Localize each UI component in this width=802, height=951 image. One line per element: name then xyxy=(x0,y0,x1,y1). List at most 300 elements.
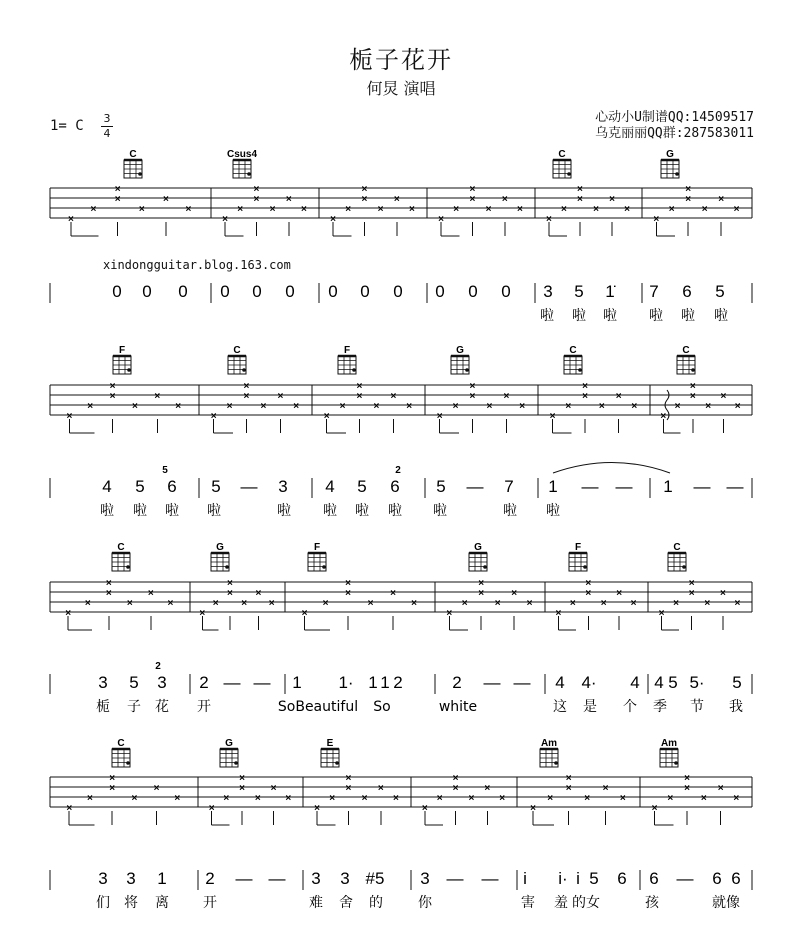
svg-text:×: × xyxy=(660,411,667,422)
svg-text:×: × xyxy=(87,401,94,412)
lyric-4-13: 就像 xyxy=(712,895,740,911)
note-4-6: — xyxy=(268,869,286,888)
note-3-14: — xyxy=(513,673,531,692)
chord-diagram-4-2 xyxy=(220,749,238,767)
svg-text:×: × xyxy=(593,204,599,215)
lyric-4-10: 羞 xyxy=(554,895,568,911)
svg-text:×: × xyxy=(547,793,554,804)
chord-diagram-1-1-label: C xyxy=(129,149,137,160)
svg-text:×: × xyxy=(577,184,583,195)
note-4-15: i xyxy=(576,869,580,888)
lyric-4-4: 开 xyxy=(203,895,217,911)
note-1-14: 5 xyxy=(574,282,584,301)
svg-text:×: × xyxy=(565,401,572,412)
svg-text:×: × xyxy=(226,578,233,589)
svg-text:×: × xyxy=(109,381,116,392)
note-4-14: i· xyxy=(558,869,568,888)
svg-text:×: × xyxy=(253,184,260,195)
lyric-4-9: 害 xyxy=(521,895,535,911)
chord-diagram-1-3 xyxy=(553,160,571,178)
lyric-4-8: 你 xyxy=(418,895,432,911)
blog-url: xindongguitar.blog.163.com xyxy=(103,258,291,272)
svg-text:×: × xyxy=(132,401,138,412)
svg-text:×: × xyxy=(600,598,607,609)
note-2-12: 7 xyxy=(504,477,514,496)
svg-text:×: × xyxy=(243,391,250,402)
note-4-16: 5 xyxy=(589,869,599,888)
svg-text:×: × xyxy=(241,598,248,609)
svg-text:×: × xyxy=(239,783,246,794)
time-bottom: 4 xyxy=(103,127,111,140)
svg-text:×: × xyxy=(582,381,588,392)
chord-diagram-4-1 xyxy=(112,749,130,767)
svg-text:×: × xyxy=(162,194,169,205)
note-1-16: 7 xyxy=(649,282,659,301)
svg-text:×: × xyxy=(131,793,138,804)
chord-diagram-3-5-label: F xyxy=(574,542,582,553)
chord-diagram-2-6-label: C xyxy=(682,345,690,356)
note-1-6: 0 xyxy=(285,282,295,301)
svg-text:×: × xyxy=(733,793,740,804)
svg-text:×: × xyxy=(469,381,476,392)
chord-diagram-1-2 xyxy=(233,160,251,178)
svg-text:×: × xyxy=(616,588,623,599)
note-2-5: — xyxy=(240,477,258,496)
svg-text:×: × xyxy=(549,411,556,422)
note-2-13: 1 xyxy=(548,477,558,496)
lyric-2-7: 啦 xyxy=(355,503,369,519)
svg-text:×: × xyxy=(390,391,397,402)
chord-diagram-4-1-label: C xyxy=(117,738,125,749)
chord-diagram-4-5-label: Am xyxy=(660,738,678,749)
chord-diagram-3-4 xyxy=(469,553,487,571)
note-3-5: — xyxy=(223,673,241,692)
svg-text:×: × xyxy=(226,588,233,599)
svg-text:×: × xyxy=(452,773,459,784)
lyric-2-10: 啦 xyxy=(503,503,517,519)
svg-text:×: × xyxy=(585,588,592,599)
svg-text:×: × xyxy=(260,401,267,412)
lyric-1-4: 啦 xyxy=(649,308,663,324)
chord-diagram-3-3 xyxy=(308,553,326,571)
svg-text:×: × xyxy=(237,204,244,215)
svg-text:×: × xyxy=(733,204,740,215)
note-4-9: #5 xyxy=(365,869,385,888)
note-2-6: 3 xyxy=(278,477,288,496)
svg-text:×: × xyxy=(109,391,116,402)
note-2-17: — xyxy=(693,477,711,496)
barlines-2 xyxy=(50,478,752,498)
svg-text:×: × xyxy=(630,598,637,609)
chord-diagram-3-6-label: C xyxy=(673,542,681,553)
note-3-11: 2 xyxy=(393,673,403,692)
fingering-s1-1: 5 xyxy=(162,465,168,476)
note-1-1: 0 xyxy=(112,282,122,301)
lyric-2-8: 啦 xyxy=(388,503,402,519)
svg-text:×: × xyxy=(345,204,352,215)
chord-diagram-2-3 xyxy=(338,356,356,374)
note-4-1: 3 xyxy=(98,869,108,888)
svg-text:×: × xyxy=(208,803,215,814)
svg-text:×: × xyxy=(226,401,233,412)
svg-text:×: × xyxy=(114,184,121,195)
lyric-3-3: 花 xyxy=(155,699,169,715)
svg-text:×: × xyxy=(516,204,523,215)
note-1-2: 0 xyxy=(142,282,152,301)
svg-text:×: × xyxy=(322,598,329,609)
svg-text:×: × xyxy=(126,598,133,609)
note-3-13: — xyxy=(483,673,501,692)
note-3-4: 2 xyxy=(199,673,209,692)
chord-diagram-3-6 xyxy=(668,553,686,571)
svg-text:×: × xyxy=(300,204,307,215)
svg-text:×: × xyxy=(408,204,415,215)
svg-text:×: × xyxy=(339,401,346,412)
svg-text:×: × xyxy=(356,391,363,402)
chord-diagram-3-4-label: G xyxy=(474,542,482,553)
note-4-7: 3 xyxy=(311,869,321,888)
svg-text:×: × xyxy=(285,793,292,804)
svg-text:×: × xyxy=(361,184,368,195)
svg-text:×: × xyxy=(269,204,276,215)
note-2-14: — xyxy=(581,477,599,496)
svg-text:×: × xyxy=(253,194,260,205)
credit-line-2: 乌克丽丽QQ群:287583011 xyxy=(595,126,754,141)
lyric-3-13: 我 xyxy=(729,699,743,715)
svg-text:×: × xyxy=(631,401,638,412)
svg-text:×: × xyxy=(154,391,161,402)
note-4-11: — xyxy=(446,869,464,888)
chord-diagram-2-1 xyxy=(113,356,131,374)
note-2-2: 5 xyxy=(135,477,145,496)
svg-text:×: × xyxy=(668,204,675,215)
note-3-1: 3 xyxy=(98,673,108,692)
chord-diagram-2-5 xyxy=(564,356,582,374)
note-1-12: 0 xyxy=(501,282,511,301)
svg-text:×: × xyxy=(501,194,508,205)
svg-text:×: × xyxy=(461,598,468,609)
svg-text:×: × xyxy=(503,391,510,402)
svg-text:×: × xyxy=(301,608,308,619)
svg-text:×: × xyxy=(615,391,622,402)
chord-diagram-1-1 xyxy=(124,160,142,178)
note-3-10: 1 xyxy=(380,673,390,692)
note-1-10: 0 xyxy=(435,282,445,301)
chord-diagram-1-4-label: G xyxy=(666,149,674,160)
chord-diagram-2-2 xyxy=(228,356,246,374)
note-4-5: — xyxy=(235,869,253,888)
chord-diagram-4-4 xyxy=(540,749,558,767)
svg-text:×: × xyxy=(167,598,174,609)
chord-diagram-2-4-label: G xyxy=(456,345,464,356)
svg-text:×: × xyxy=(411,598,417,609)
svg-text:×: × xyxy=(293,401,300,412)
svg-text:×: × xyxy=(329,793,336,804)
svg-text:×: × xyxy=(609,194,615,205)
svg-text:×: × xyxy=(323,411,330,422)
note-1-8: 0 xyxy=(360,282,370,301)
svg-text:×: × xyxy=(700,793,707,804)
svg-text:×: × xyxy=(478,588,485,599)
svg-text:×: × xyxy=(345,578,351,589)
tab-staff-1 xyxy=(50,184,752,236)
note-1-18: 5 xyxy=(715,282,725,301)
lyric-3-7: white xyxy=(438,699,478,715)
chord-diagram-4-2-label: G xyxy=(225,738,233,749)
lyric-4-3: 离 xyxy=(155,895,169,911)
note-2-11: — xyxy=(466,477,484,496)
note-2-4: 5 xyxy=(211,477,221,496)
svg-text:×: × xyxy=(565,773,572,784)
tab-staff-3 xyxy=(50,578,752,630)
svg-text:×: × xyxy=(453,204,460,215)
note-1-17: 6 xyxy=(682,282,692,301)
svg-text:×: × xyxy=(560,204,567,215)
svg-text:×: × xyxy=(66,803,73,814)
svg-text:×: × xyxy=(673,598,680,609)
note-1-13: 3 xyxy=(543,282,553,301)
svg-text:×: × xyxy=(377,783,384,794)
svg-text:×: × xyxy=(565,783,572,794)
chord-diagram-2-2-label: C xyxy=(233,345,241,356)
svg-text:×: × xyxy=(674,401,681,412)
lyric-4-12: 孩 xyxy=(645,895,659,911)
lyric-2-5: 啦 xyxy=(277,503,291,519)
svg-text:×: × xyxy=(494,598,501,609)
svg-text:×: × xyxy=(393,194,400,205)
svg-text:×: × xyxy=(277,391,284,402)
svg-text:×: × xyxy=(270,783,277,794)
lyric-4-6: 舍 xyxy=(339,895,353,911)
tie-arc xyxy=(553,463,670,474)
svg-text:×: × xyxy=(469,184,476,195)
note-1-3: 0 xyxy=(178,282,188,301)
lyric-1-3: 啦 xyxy=(603,308,617,324)
svg-text:×: × xyxy=(373,401,380,412)
svg-text:×: × xyxy=(511,588,518,599)
chord-diagram-1-3-label: C xyxy=(558,149,566,160)
note-4-2: 3 xyxy=(126,869,136,888)
lyric-3-1: 栀 xyxy=(96,699,110,715)
note-1-15: 1̇ xyxy=(605,282,615,301)
time-top: 3 xyxy=(103,112,111,125)
note-3-18: 4 xyxy=(654,673,664,692)
chord-diagram-3-1-label: C xyxy=(117,542,125,553)
chord-diagram-4-4-label: Am xyxy=(540,738,558,749)
note-2-1: 4 xyxy=(102,477,112,496)
svg-text:×: × xyxy=(114,194,121,205)
note-4-21: 6 xyxy=(731,869,741,888)
note-1-9: 0 xyxy=(393,282,403,301)
svg-text:×: × xyxy=(68,214,74,225)
svg-text:×: × xyxy=(701,204,708,215)
note-3-21: 5 xyxy=(732,673,742,692)
note-4-18: 6 xyxy=(649,869,659,888)
lyric-3-8: 这 xyxy=(553,699,567,715)
svg-text:×: × xyxy=(84,598,91,609)
svg-text:×: × xyxy=(734,598,741,609)
lyric-2-3: 啦 xyxy=(165,503,179,519)
svg-text:×: × xyxy=(651,803,658,814)
svg-text:×: × xyxy=(582,391,588,402)
svg-text:×: × xyxy=(438,214,444,225)
svg-text:×: × xyxy=(436,793,443,804)
svg-text:×: × xyxy=(624,204,630,215)
note-1-11: 0 xyxy=(468,282,478,301)
note-1-4: 0 xyxy=(220,282,230,301)
lyric-3-2: 子 xyxy=(127,699,141,715)
lyric-3-6: So xyxy=(373,699,391,715)
note-3-3: 3 xyxy=(157,673,167,692)
note-3-16: 4· xyxy=(581,673,597,692)
svg-text:×: × xyxy=(689,381,696,392)
note-3-9: 1 xyxy=(368,673,378,692)
song-title: 栀子花开 xyxy=(349,46,453,74)
svg-text:×: × xyxy=(689,391,696,402)
lyric-2-2: 啦 xyxy=(133,503,147,519)
svg-text:×: × xyxy=(390,588,396,599)
svg-text:×: × xyxy=(109,783,116,794)
note-2-7: 4 xyxy=(325,477,335,496)
svg-text:×: × xyxy=(658,608,665,619)
svg-text:×: × xyxy=(718,194,725,205)
note-2-15: — xyxy=(615,477,633,496)
note-3-15: 4 xyxy=(555,673,565,692)
svg-text:×: × xyxy=(704,598,711,609)
lyric-1-2: 啦 xyxy=(572,308,586,324)
note-3-8: 1· xyxy=(338,673,354,692)
svg-text:×: × xyxy=(688,588,695,599)
lyric-2-9: 啦 xyxy=(433,503,447,519)
tab-staff-4 xyxy=(50,773,752,825)
svg-text:×: × xyxy=(222,214,228,225)
note-2-18: — xyxy=(726,477,744,496)
note-2-16: 1 xyxy=(663,477,673,496)
svg-text:×: × xyxy=(356,381,363,392)
note-4-10: 3 xyxy=(420,869,430,888)
svg-text:×: × xyxy=(446,608,453,619)
svg-text:×: × xyxy=(210,411,217,422)
svg-text:×: × xyxy=(555,608,562,619)
chord-diagram-1-2-label: Csus4 xyxy=(226,149,258,160)
chord-diagram-2-6 xyxy=(677,356,695,374)
svg-text:×: × xyxy=(545,214,552,225)
svg-text:×: × xyxy=(688,578,695,589)
chord-diagram-3-2-label: G xyxy=(216,542,224,553)
lyric-3-10: 个 xyxy=(623,699,637,715)
svg-text:×: × xyxy=(254,793,261,804)
svg-text:×: × xyxy=(519,401,526,412)
svg-text:×: × xyxy=(392,793,399,804)
svg-text:×: × xyxy=(452,401,459,412)
svg-text:×: × xyxy=(705,401,712,412)
svg-text:×: × xyxy=(361,793,368,804)
chord-diagram-2-3-label: F xyxy=(343,345,351,356)
lyric-4-1: 们 xyxy=(96,895,110,911)
lyric-2-4: 啦 xyxy=(207,503,221,519)
note-3-2: 5 xyxy=(129,673,139,692)
lyric-1-1: 啦 xyxy=(540,308,554,324)
svg-text:×: × xyxy=(734,401,741,412)
note-1-7: 0 xyxy=(328,282,338,301)
svg-text:×: × xyxy=(105,578,112,589)
svg-text:×: × xyxy=(486,401,493,412)
svg-text:×: × xyxy=(684,783,690,794)
svg-text:×: × xyxy=(406,401,413,412)
lyric-4-11: 的女 xyxy=(572,895,600,911)
svg-text:×: × xyxy=(105,588,112,599)
svg-text:×: × xyxy=(255,588,262,599)
svg-text:×: × xyxy=(345,783,352,794)
note-4-4: 2 xyxy=(205,869,215,888)
svg-text:×: × xyxy=(685,194,692,205)
note-4-17: 6 xyxy=(617,869,627,888)
chord-diagram-2-5-label: C xyxy=(569,345,577,356)
lyric-1-6: 啦 xyxy=(714,308,728,324)
svg-text:×: × xyxy=(65,608,72,619)
lyric-3-4: 开 xyxy=(197,699,211,715)
chord-diagram-2-1-label: F xyxy=(118,345,126,356)
svg-text:×: × xyxy=(212,598,219,609)
svg-text:×: × xyxy=(421,803,428,814)
svg-text:×: × xyxy=(720,391,727,402)
svg-text:×: × xyxy=(530,803,536,814)
svg-text:×: × xyxy=(667,793,674,804)
svg-text:×: × xyxy=(185,204,192,215)
singer: 何炅 演唱 xyxy=(366,79,436,98)
svg-text:×: × xyxy=(719,588,726,599)
svg-text:×: × xyxy=(199,608,206,619)
lyric-3-5: SoBeautiful xyxy=(277,699,359,715)
svg-text:×: × xyxy=(239,773,246,784)
tab-staff-2 xyxy=(50,381,752,433)
svg-text:×: × xyxy=(685,184,692,195)
svg-text:×: × xyxy=(90,204,97,215)
note-2-10: 5 xyxy=(436,477,446,496)
chord-diagram-3-1 xyxy=(112,553,130,571)
note-4-19: — xyxy=(676,869,694,888)
note-3-19: 5 xyxy=(668,673,678,692)
note-4-8: 3 xyxy=(340,869,350,888)
lyric-1-5: 啦 xyxy=(681,308,695,324)
note-3-7: 1 xyxy=(292,673,302,692)
key-signature: 1= C xyxy=(50,118,84,134)
lyric-2-6: 啦 xyxy=(323,503,337,519)
svg-text:×: × xyxy=(602,783,609,794)
chord-diagram-3-2 xyxy=(211,553,229,571)
svg-text:×: × xyxy=(526,598,533,609)
lyric-3-11: 季 xyxy=(653,699,667,715)
note-3-17: 4 xyxy=(630,673,640,692)
lyric-4-2: 将 xyxy=(124,895,138,911)
svg-text:×: × xyxy=(138,204,145,215)
note-3-20: 5· xyxy=(689,673,705,692)
svg-text:×: × xyxy=(174,793,181,804)
svg-text:×: × xyxy=(585,578,592,589)
svg-text:×: × xyxy=(243,381,250,392)
svg-text:×: × xyxy=(577,194,583,205)
lyric-3-12: 节 xyxy=(690,699,704,715)
lyric-4-7: 的 xyxy=(369,895,383,911)
chord-diagram-4-3 xyxy=(321,749,339,767)
svg-text:×: × xyxy=(598,401,605,412)
svg-text:×: × xyxy=(314,803,320,814)
svg-text:×: × xyxy=(147,588,154,599)
chord-diagram-1-4 xyxy=(661,160,679,178)
chord-diagram-4-3-label: E xyxy=(326,738,334,749)
lyric-2-11: 啦 xyxy=(546,503,560,519)
svg-text:×: × xyxy=(66,411,73,422)
